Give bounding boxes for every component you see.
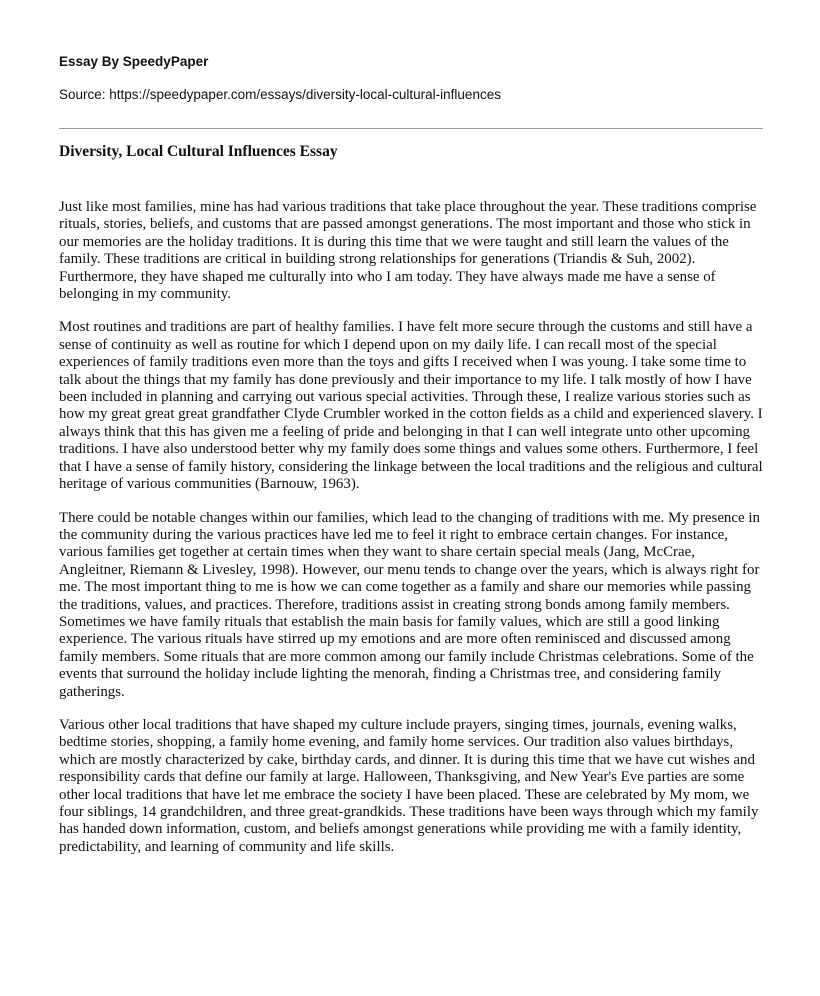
header-divider bbox=[59, 128, 763, 129]
paragraph: Various other local traditions that have shaped my culture include prayers, singing times, journals, evening walks, bedtime stories, shopping, a family home evening, and family home services. Our tradition also values birthdays, which are mostly characterized by cake, birthday cards, and dinner. It is during this time that we have cut wishes and responsibility cards that define our family at large. Halloween, Thanksgiving, and New Year's Eve parties are some other local traditions that have let me embrace the society I have been placed. These are celebrated by My mom, we four siblings, 14 grandchildren, and three great-grandkids. These traditions have been ways through which my family has handed down information, custom, and beliefs amongst generations while providing me with a family identity, predictability, and learning of community and life skills. bbox=[59, 716, 759, 855]
paragraph: Just like most families, mine has had various traditions that take place throughout the year. These traditions comprise rituals, stories, beliefs, and customs that are passed amongst generations. The most important and those who stick in our memories are the holiday traditions. It is during this time that we were taught and still learn the values of the family. These traditions are critical in building strong relationships for generations (Triandis & Suh, 2002). Furthermore, they have shaped me culturally into who I am today. They have always made me have a sense of belonging in my community. bbox=[59, 199, 757, 303]
paragraph: There could be notable changes within our families, which lead to the changing of traditions with me. My presence in the community during the various practices have led me to feel it right to embrace certain changes. For instance, various families get together at certain times when they want to share certain special meals (Jang, McCrae, Angleitner, Riemann & Livesley, 1998). However, our menu tends to change over the years, which is always right for me. The most important thing to me is how we can come together as a family and share our memories while passing the traditions, values, and practices. Therefore, traditions assist in creating strong bonds among family members. Sometimes we have family rituals that establish the main basis for family values, which are still a good linking experience. The various rituals have stirred up my emotions and are more often reminisced and discussed among family members. Some rituals that are more common among our family include Christmas celebrations. Some of the events that surround the holiday include lighting the menorah, finding a Christmas tree, and considering family gatherings. bbox=[59, 509, 760, 700]
essay-title: Diversity, Local Cultural Influences Essay bbox=[59, 143, 338, 160]
essay-body bbox=[59, 199, 763, 872]
paragraph: Most routines and traditions are part of healthy families. I have felt more secure through the customs and still have a sense of continuity as well as routine for which I depend upon on my daily life. I can recall most of the special experiences of family traditions even more than the toys and gifts I received when I was young. I take some time to talk about the things that my family has done previously and their importance to my life. I talk mostly of how I have been included in planning and carrying out various special activities. Through these, I realize various stories such as how my great great great grandfather Clyde Crumbler worked in the cotton fields as a child and experienced slavery. I always think that this has given me a feeling of pride and belonging in that I can well integrate unto other upcoming traditions. I have also understood better why my family does some things and values some others. Furthermore, I feel that I have a sense of family history, considering the linkage between the local traditions and the religious and cultural heritage of various communities (Barnouw, 1963). bbox=[59, 319, 763, 493]
publisher-title: Essay By SpeedyPaper bbox=[59, 54, 209, 69]
source-url: Source: https://speedypaper.com/essays/diversity-local-cultural-influences bbox=[59, 87, 501, 102]
